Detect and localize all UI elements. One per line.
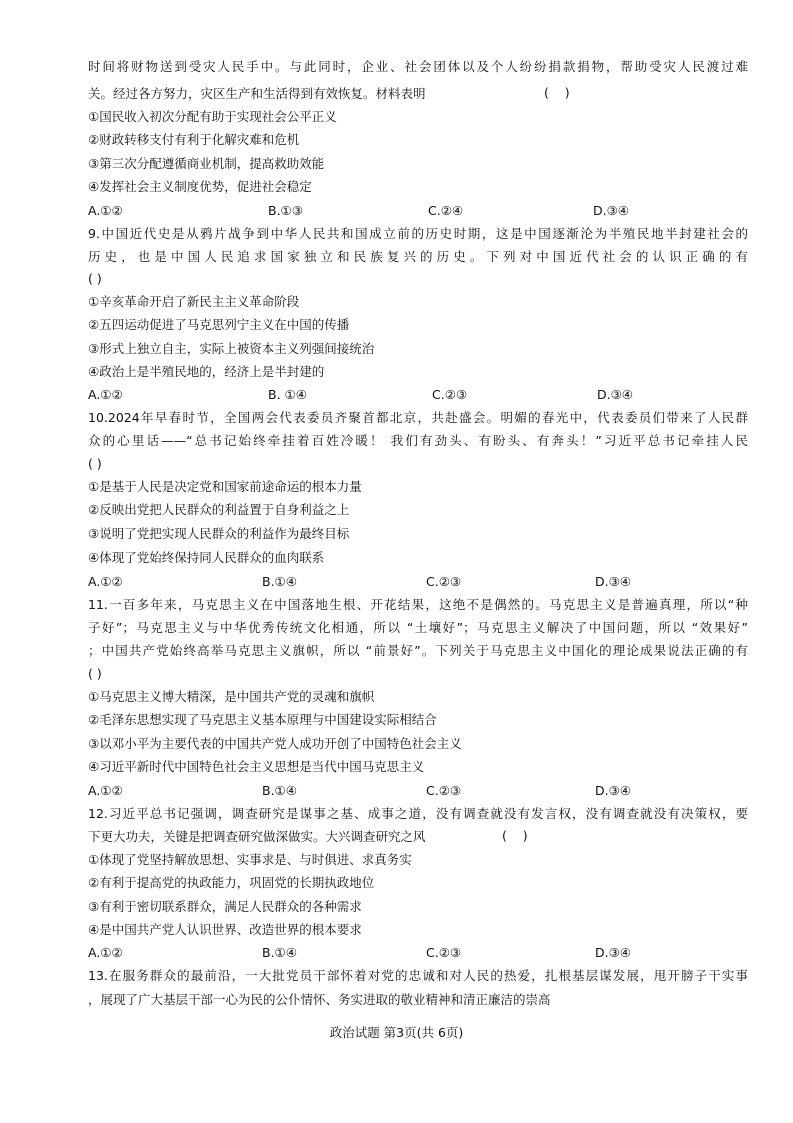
q8-stem-line-2: 关。经过各方努力，灾区生产和生活得到有效恢复。材料表明 xyxy=(88,86,426,101)
q9-option-c: C.②③ xyxy=(432,387,468,402)
q11-answer-paren: ( ) xyxy=(88,666,102,681)
q10-item-3: ③说明了党把实现人民群众的利益作为最终目标 xyxy=(88,526,350,541)
q8-option-d: D.③④ xyxy=(593,203,630,218)
q10-item-1: ①是基于人民是决定党和国家前途命运的根本力量 xyxy=(88,479,362,494)
q12-option-a: A.①② xyxy=(88,945,123,960)
q10-item-4: ④体现了党始终保持同人民群众的血肉联系 xyxy=(88,550,325,565)
q9-option-a: A.①② xyxy=(88,387,123,402)
q13-stem-line-2: ，展现了广大基层干部一心为民的公仆情怀、务实进取的敬业精神和清正廉洁的崇高 xyxy=(88,992,551,1007)
q11-stem-line-3: ；中国共产党始终高举马克思主义旗帜，所以 “前景好”。下列关于马克思主义中国化的理论成果说法正确的有 xyxy=(88,643,748,658)
q11-option-d: D.③④ xyxy=(595,783,632,798)
q11-option-a: A.①② xyxy=(88,783,123,798)
q10-answer-paren: ( ) xyxy=(88,456,102,471)
q10-option-d: D.③④ xyxy=(595,574,632,589)
q11-item-2: ②毛泽东思想实现了马克思主义基本原理与中国建设实际相结合 xyxy=(88,712,437,727)
q12-option-b: B.①④ xyxy=(262,945,297,960)
q9-item-2: ②五四运动促进了马克思列宁主义在中国的传播 xyxy=(88,317,350,332)
q11-item-3: ③以邓小平为主要代表的中国共产党人成功开创了中国特色社会主义 xyxy=(88,736,462,751)
q9-stem-line-2: 历史，也是中国人民追求国家独立和民族复兴的历史。下列对中国近代社会的认识正确的有 xyxy=(88,249,748,264)
q12-stem-line-2: 下更大功夫，关键是把调查研究做深做实。大兴调查研究之风 xyxy=(88,829,426,844)
q12-option-c: C.②③ xyxy=(426,945,462,960)
page-footer: 政治试题 第3页(共 6页) xyxy=(329,1025,464,1040)
q8-option-a: A.①② xyxy=(88,203,123,218)
q12-stem-line-1: 12.习近平总书记强调，调查研究是谋事之基、成事之道，没有调查就没有发言权，没有调查就没有决策权，要 xyxy=(88,806,748,821)
q8-item-1: ①国民收入初次分配有助于实现社会公平正义 xyxy=(88,109,337,124)
q12-option-d: D.③④ xyxy=(595,945,632,960)
q9-item-1: ①辛亥革命开启了新民主主义革命阶段 xyxy=(88,294,300,309)
q9-option-d: D.③④ xyxy=(597,387,634,402)
q12-item-4: ④是中国共产党人认识世界、改造世界的根本要求 xyxy=(88,922,362,937)
q11-option-c: C.②③ xyxy=(426,783,462,798)
q8-item-2: ②财政转移支付有利于化解灾难和危机 xyxy=(88,132,300,147)
q8-item-4: ④发挥社会主义制度优势，促进社会稳定 xyxy=(88,179,312,194)
q8-stem-line-1: 时间将财物送到受灾人民手中。与此同时，企业、社会团体以及个人纷纷捐款捐物，帮助受灾人民渡过难 xyxy=(88,59,748,74)
q10-option-c: C.②③ xyxy=(426,574,462,589)
q12-item-3: ③有利于密切联系群众，满足人民群众的各种需求 xyxy=(88,899,362,914)
q12-answer-paren: ( ) xyxy=(502,828,528,843)
q12-item-1: ①体现了党坚持解放思想、实事求是、与时俱进、求真务实 xyxy=(88,852,412,867)
q8-answer-paren: ( ) xyxy=(544,85,570,100)
q11-item-1: ①马克思主义博大精深，是中国共产党的灵魂和旗帜 xyxy=(88,689,375,704)
q8-option-b: B.①③ xyxy=(268,203,303,218)
q9-answer-paren: ( ) xyxy=(88,271,102,286)
q11-option-b: B.①④ xyxy=(262,783,297,798)
q9-option-b: B. ①④ xyxy=(268,387,307,402)
q11-item-4: ④习近平新时代中国特色社会主义思想是当代中国马克思主义 xyxy=(88,759,425,774)
q11-stem-line-1: 11.一百多年来，马克思主义在中国落地生根、开花结果，这绝不是偶然的。马克思主义是普遍真理，所以“种 xyxy=(88,597,748,612)
q9-item-3: ③形式上独立自主，实际上被资本主义列强间接统治 xyxy=(88,341,375,356)
q10-item-2: ②反映出党把人民群众的利益置于自身利益之上 xyxy=(88,502,350,517)
q11-stem-line-2: 子好”；马克思主义与中华优秀传统文化相通，所以 “土壤好”；马克思主义解决了中国问题，所以 “效果好” xyxy=(88,620,748,635)
q10-option-b: B.①④ xyxy=(262,574,297,589)
q12-item-2: ②有利于提高党的执政能力，巩固党的长期执政地位 xyxy=(88,875,375,890)
q10-option-a: A.①② xyxy=(88,574,123,589)
q13-stem-line-1: 13.在服务群众的最前沿，一大批党员干部怀着对党的忠诚和对人民的热爱，扎根基层谋发展，甩开膀子干实事 xyxy=(88,968,748,983)
q10-stem-line-2: 众的心里话——“总书记始终牵挂着百姓冷暖！ 我们有劲头、有盼头、有奔头！”习近平总书记牵挂人民 xyxy=(88,433,748,448)
q9-item-4: ④政治上是半殖民地的，经济上是半封建的 xyxy=(88,364,325,379)
q8-option-c: C.②④ xyxy=(428,203,464,218)
q10-stem-line-1: 10.2024年早春时节，全国两会代表委员齐聚首都北京，共赴盛会。明媚的春光中，代表委员们带来了人民群 xyxy=(88,410,748,425)
q8-item-3: ③第三次分配遵循商业机制，提高救助效能 xyxy=(88,156,325,171)
q9-stem-line-1: 9.中国近代史是从鸦片战争到中华人民共和国成立前的历史时期，这是中国逐渐沦为半殖民地半封建社会的 xyxy=(88,226,748,241)
